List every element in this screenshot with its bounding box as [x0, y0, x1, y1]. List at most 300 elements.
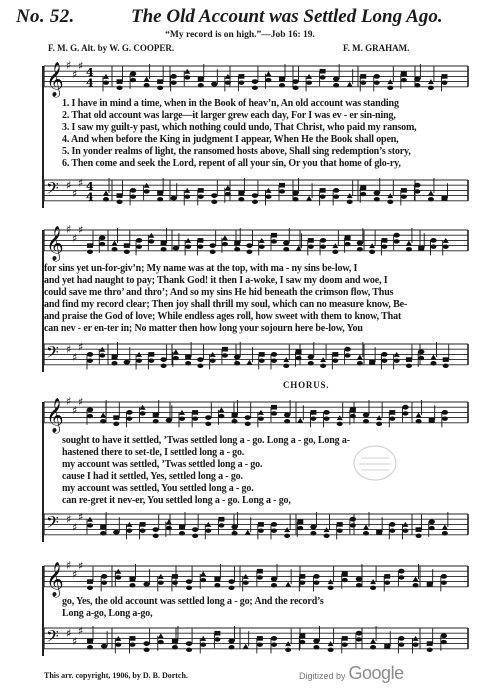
note-head [342, 636, 348, 641]
note-head [369, 250, 375, 254]
note-head [428, 191, 434, 196]
note-head [374, 74, 380, 79]
note-head [442, 531, 448, 535]
note-head [210, 250, 216, 254]
note-head [246, 243, 252, 248]
verse-line: 6. Then come and seek the Lord, repent of all your sin, Or you that home of glo-ry, [62, 158, 401, 169]
sharp-icon: ♯ [66, 559, 72, 572]
note-head [113, 422, 119, 426]
time-signature-icon: 4 [86, 190, 94, 204]
note-head [384, 574, 390, 579]
note-head [103, 197, 109, 201]
note-head [337, 422, 343, 426]
note-head [324, 416, 330, 420]
note-head [172, 574, 178, 579]
note-head [347, 82, 353, 87]
note-head [292, 191, 298, 196]
note-head [117, 200, 123, 204]
note-head [87, 407, 93, 412]
note-head [320, 75, 326, 79]
note-head [99, 235, 105, 240]
note-head [87, 579, 93, 584]
chorus-label: CHORUS. [283, 380, 330, 390]
note-head [218, 517, 224, 522]
bass-staff-4 [0, 620, 480, 664]
note-head [158, 640, 164, 644]
note-head [285, 582, 291, 587]
treble-staff-2 [0, 216, 480, 266]
note-head [225, 192, 231, 196]
note-head [350, 517, 356, 522]
note-head [158, 633, 164, 638]
note-head [117, 79, 123, 84]
note-head [185, 244, 191, 248]
note-head [252, 86, 258, 90]
sharp-icon: ♯ [78, 624, 84, 638]
note-head [232, 531, 238, 535]
note-head [259, 358, 265, 362]
note-head [186, 579, 192, 584]
note-head [140, 522, 146, 527]
note-head [297, 526, 303, 530]
note-head [87, 243, 93, 248]
note-head [161, 364, 167, 368]
note-head [284, 534, 290, 538]
note-head [136, 358, 142, 362]
note-head [185, 355, 191, 360]
note-head [430, 238, 436, 243]
note-head [374, 191, 380, 196]
note-head [333, 188, 339, 193]
note-head [442, 525, 448, 530]
sharp-icon: ♯ [66, 395, 72, 408]
note-head [308, 244, 314, 248]
sharp-icon: ♯ [72, 187, 78, 200]
note-head [129, 577, 135, 582]
note-head [113, 415, 119, 420]
note-head [416, 527, 422, 532]
note-head [306, 196, 312, 201]
note-head [172, 645, 178, 649]
note-head [210, 358, 216, 362]
note-head [428, 197, 434, 201]
verse-line: could save me thro’ and thro’; And so my sins He hid beneath the crimson flow, Thus [44, 287, 394, 298]
note-head [245, 422, 251, 426]
note-head [214, 583, 220, 587]
note-head [179, 525, 185, 530]
note-head [173, 356, 179, 360]
note-head [356, 637, 362, 641]
note-head [229, 586, 235, 590]
note-head [428, 86, 434, 90]
verse-line: and praise the God of love; While endless ages roll, how sweet with them to know, That [44, 311, 402, 322]
note-head [198, 194, 204, 198]
note-head [370, 645, 376, 649]
note-head [200, 578, 206, 582]
note-head [342, 642, 348, 646]
note-head [313, 574, 319, 579]
note-head [402, 528, 408, 532]
bass-clef-icon: 𝄢 [46, 625, 59, 650]
note-head [211, 200, 217, 204]
digitized-by-text: Digitized by [299, 671, 346, 681]
system-brace [36, 228, 48, 384]
note-head [166, 519, 172, 524]
note-head [87, 639, 93, 644]
note-head [171, 80, 177, 84]
verse-line: sought to have it settled, ’Twas settled long a - go. Long a - go, Long a- [62, 435, 350, 446]
note-head [140, 411, 146, 415]
note-head [344, 347, 350, 352]
system-brace [36, 400, 48, 554]
note-head [112, 241, 118, 246]
note-head [418, 349, 424, 354]
sharp-icon: ♯ [66, 179, 72, 193]
note-head [332, 250, 338, 254]
note-head [398, 642, 404, 646]
note-head [402, 405, 408, 410]
note-head [238, 74, 244, 79]
note-head [222, 235, 228, 240]
note-head [389, 416, 395, 420]
note-head [389, 410, 395, 415]
treble-clef-icon: 𝄞 [46, 225, 64, 261]
note-head [161, 241, 167, 246]
note-head [401, 194, 407, 198]
composer-credit: F. M. GRAHAM. [343, 43, 410, 53]
note-head [153, 527, 159, 532]
verse-block-1 [62, 98, 417, 170]
note-head [414, 189, 420, 193]
note-head [232, 413, 238, 418]
note-head [363, 419, 369, 423]
sharp-icon: ♯ [78, 223, 84, 237]
note-head [205, 415, 211, 420]
note-head [87, 250, 93, 254]
note-head [160, 357, 166, 362]
note-head [100, 531, 106, 535]
note-head [252, 193, 258, 198]
note-head [117, 193, 123, 198]
note-head [184, 75, 190, 79]
note-head [157, 197, 163, 201]
note-head [347, 200, 353, 204]
note-head [87, 586, 93, 590]
note-head [443, 357, 449, 362]
note-head [310, 410, 316, 415]
note-head [370, 639, 376, 644]
note-head [103, 80, 109, 84]
note-head [332, 358, 338, 362]
note-head [430, 355, 436, 360]
bass-clef-icon: 𝄢 [46, 177, 59, 202]
sharp-icon: ♯ [66, 343, 72, 357]
note-head [186, 586, 192, 590]
note-head [222, 242, 228, 246]
note-head [441, 74, 447, 79]
note-head [258, 416, 264, 420]
note-head [279, 189, 285, 193]
note-head [271, 239, 277, 243]
note-head [381, 244, 387, 248]
note-head [214, 577, 220, 582]
note-head [225, 80, 231, 84]
note-head [306, 80, 312, 84]
note-head [103, 191, 109, 196]
note-head [360, 74, 366, 79]
note-head [101, 580, 107, 584]
note-head [356, 577, 362, 582]
note-head [271, 358, 277, 362]
note-head [413, 583, 419, 587]
note-head [258, 522, 264, 527]
note-head [398, 636, 404, 641]
note-head [197, 357, 203, 362]
note-head [115, 575, 121, 579]
note-head [222, 347, 228, 352]
note-head [350, 523, 356, 527]
note-head [313, 639, 319, 644]
note-head [200, 571, 206, 576]
note-head [209, 243, 215, 248]
note-head [144, 648, 150, 652]
note-head [124, 360, 130, 365]
note-head [357, 355, 363, 360]
note-head [381, 358, 387, 362]
note-head [441, 640, 447, 644]
note-head [198, 77, 204, 82]
note-head [214, 631, 220, 636]
note-head [279, 183, 285, 188]
note-head [283, 364, 289, 368]
verse-line: and yet had naught to pay; Thank God! it then I a-woke, I saw my doom and woe, I [44, 275, 388, 286]
note-head [148, 239, 154, 243]
note-head [136, 238, 142, 243]
note-head [296, 246, 302, 251]
scripture-epigraph: “My record is on high.”—Job 16: 19. [165, 30, 315, 40]
note-head [284, 413, 290, 418]
note-head [363, 525, 369, 530]
note-head [259, 244, 265, 248]
sharp-icon: ♯ [78, 59, 84, 73]
note-head [284, 419, 290, 423]
note-head [406, 247, 412, 251]
copyright-notice: This arr. copyright, 1906, by D. B. Dortch. [44, 671, 188, 680]
note-head [360, 192, 366, 196]
note-head [369, 360, 375, 365]
hymn-number: No. 52. [16, 6, 75, 27]
note-head [166, 526, 172, 530]
note-head [398, 575, 404, 579]
verse-block-4 [62, 596, 324, 620]
note-head [228, 639, 234, 644]
sharp-icon: ♯ [66, 627, 72, 641]
note-head [441, 580, 447, 584]
note-head [313, 645, 319, 649]
note-head [427, 641, 433, 646]
note-head [157, 86, 163, 90]
note-head [113, 530, 119, 535]
note-head [205, 528, 211, 532]
note-head [363, 531, 369, 535]
note-head [192, 534, 198, 538]
hymn-title: The Old Account was Settled Long Ago. [131, 6, 443, 27]
note-head [406, 357, 412, 362]
note-head [222, 353, 228, 357]
note-head [271, 411, 277, 415]
sharp-icon: ♯ [72, 567, 78, 581]
note-head [406, 241, 412, 246]
note-head [130, 71, 136, 76]
sharp-icon: ♯ [72, 403, 78, 417]
note-head [166, 418, 172, 423]
note-head [308, 355, 314, 360]
treble-clef-icon: 𝄞 [46, 397, 64, 433]
note-head [401, 188, 407, 193]
sharp-icon: ♯ [78, 340, 84, 354]
note-head [246, 250, 252, 254]
note-head [333, 77, 339, 82]
note-head [441, 574, 447, 579]
time-signature-icon: 4 [86, 76, 94, 90]
note-head [376, 530, 382, 535]
note-head [271, 642, 277, 646]
verse-line: for sins yet un-for-giv’n; My name was at the top, with ma - ny sins be-low, I [44, 263, 358, 274]
note-head [394, 239, 400, 243]
note-head [271, 352, 277, 357]
note-head [299, 634, 305, 639]
note-head [320, 188, 326, 193]
note-head [398, 569, 404, 574]
note-head [130, 188, 136, 193]
note-head [179, 416, 185, 420]
note-head [184, 194, 190, 198]
note-head [129, 583, 135, 587]
verse-block-2 [44, 263, 407, 335]
verse-block-3 [62, 435, 350, 507]
note-head [413, 577, 419, 582]
note-head [265, 78, 271, 82]
verse-line: my account was settled, You settled long a - go. [62, 483, 254, 494]
note-head [271, 636, 277, 641]
note-head [430, 244, 436, 248]
note-head [228, 579, 234, 584]
note-head [140, 528, 146, 532]
bass-staff-1 [0, 172, 480, 216]
note-head [205, 422, 211, 426]
note-head [130, 194, 136, 198]
note-head [161, 247, 167, 251]
note-head [211, 193, 217, 198]
verse-line: 2. That old account was large—it larger grew each day, For I was ev - er sin-ning, [62, 110, 396, 121]
note-head [418, 356, 424, 360]
sharp-icon: ♯ [66, 223, 72, 236]
note-head [192, 527, 198, 532]
note-head [197, 238, 203, 243]
note-head [112, 355, 118, 360]
note-head [357, 241, 363, 246]
treble-staff-4 [0, 552, 480, 602]
note-head [158, 580, 164, 584]
note-head [185, 361, 191, 365]
note-head [229, 645, 235, 649]
note-head [232, 419, 238, 423]
note-head [252, 200, 258, 204]
note-head [442, 410, 448, 415]
note-head [192, 416, 198, 420]
note-head [271, 577, 277, 582]
note-head [245, 530, 251, 535]
note-head [387, 200, 393, 204]
note-head [345, 236, 351, 241]
note-head [394, 358, 400, 362]
verse-line: my account was settled, ’Twas settled long a - go. [62, 459, 263, 470]
note-head [130, 78, 136, 82]
note-head [320, 244, 326, 248]
treble-clef-icon: 𝄞 [46, 61, 64, 97]
note-head [443, 364, 449, 368]
note-head [258, 528, 264, 532]
note-head [144, 77, 150, 82]
note-head [218, 414, 224, 418]
note-head [297, 520, 303, 525]
note-head [197, 244, 203, 248]
note-head [376, 422, 382, 426]
note-head [416, 419, 422, 423]
note-head [413, 642, 419, 646]
library-stamp [352, 443, 398, 483]
note-head [324, 534, 330, 538]
note-head [126, 416, 132, 420]
note-head [100, 419, 106, 423]
bass-clef-icon: 𝄢 [46, 511, 59, 536]
note-head [245, 415, 251, 420]
note-head [157, 79, 163, 84]
note-head [357, 361, 363, 365]
note-head [99, 353, 105, 357]
note-head [443, 244, 449, 248]
sharp-icon: ♯ [72, 231, 78, 245]
note-head [148, 358, 154, 362]
verse-line: and find my record clear; Then joy shall thrill my soul, which can no measure know, Be- [44, 299, 408, 310]
note-head [87, 352, 93, 357]
note-head [430, 361, 436, 365]
note-head [126, 410, 132, 415]
note-head [179, 531, 185, 535]
note-head [271, 405, 277, 410]
note-head [234, 355, 240, 360]
verse-line: can nev - er en-ter in; No matter then how long your sojourn here be-low, You [44, 323, 363, 334]
note-head [198, 83, 204, 87]
note-head [153, 419, 159, 423]
note-head [186, 648, 192, 652]
note-head [402, 411, 408, 415]
sharp-icon: ♯ [66, 59, 72, 72]
note-head [293, 197, 299, 201]
note-head [285, 648, 291, 652]
note-head [416, 413, 422, 418]
sharp-icon: ♯ [72, 521, 78, 534]
note-head [144, 83, 150, 87]
note-head [87, 358, 93, 362]
system-brace [36, 564, 48, 668]
note-head [414, 183, 420, 188]
note-head [148, 352, 154, 357]
note-head [297, 418, 303, 423]
note-head [332, 352, 338, 357]
note-head [345, 353, 351, 357]
note-head [100, 413, 106, 418]
